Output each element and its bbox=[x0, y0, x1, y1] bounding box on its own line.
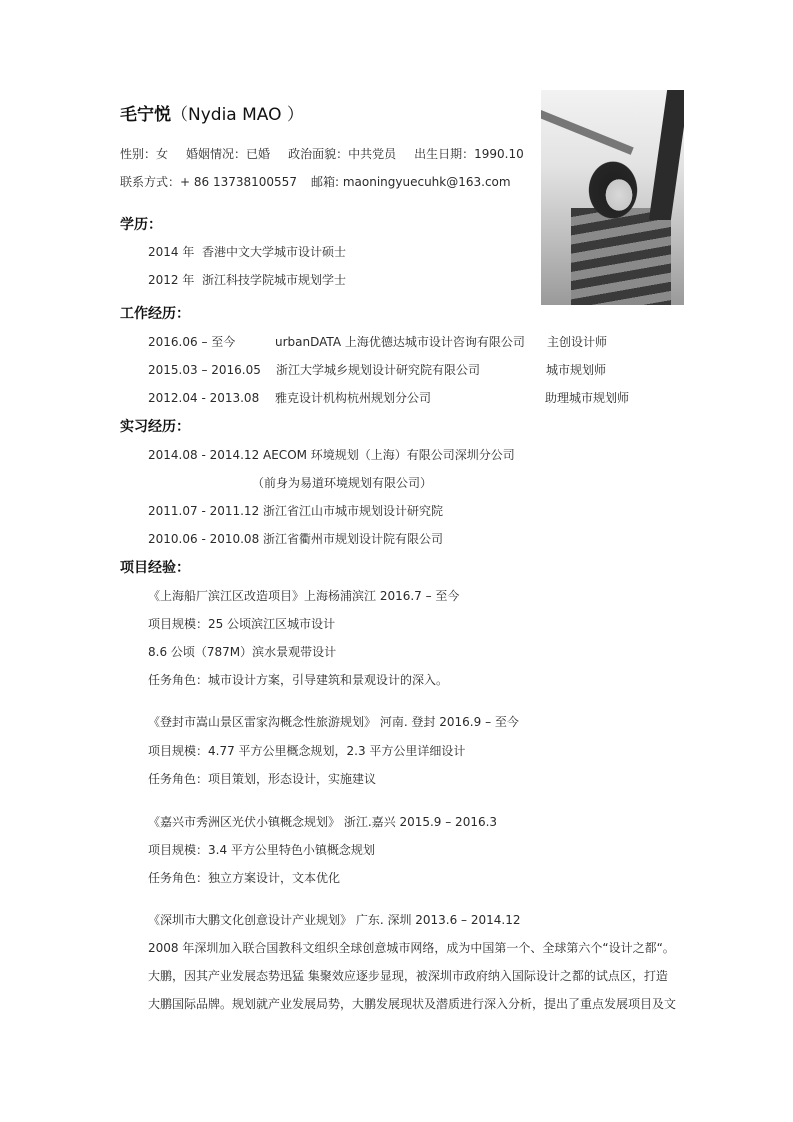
project-line: 2008 年深圳加入联合国教科文组织全球创意城市网络，成为中国第一个、全球第六个“设计之都“。 bbox=[148, 941, 675, 955]
photo-background-frame bbox=[649, 90, 684, 220]
internship-item: 2011.07 - 2011.12 浙江省江山市城市规划设计研究院 bbox=[148, 504, 444, 518]
work-role: 助理城市规划师 bbox=[545, 391, 630, 405]
political-label: 政治面貌： bbox=[288, 147, 349, 161]
phone-number: + 86 13738100557 bbox=[180, 175, 297, 189]
project-line: 任务角色：项目策划，形态设计，实施建议 bbox=[148, 772, 377, 786]
project-line: 任务角色：城市设计方案，引导建筑和景观设计的深入。 bbox=[148, 673, 449, 687]
project-line: 任务角色：独立方案设计，文本优化 bbox=[148, 871, 341, 885]
education-year: 2012 年 bbox=[148, 273, 195, 287]
section-title-projects: 项目经验： bbox=[120, 560, 190, 576]
project-line: 8.6 公顷（787M）滨水景观带设计 bbox=[148, 645, 337, 659]
education-desc: 香港中文大学城市设计硕士 bbox=[202, 245, 347, 259]
internship-item: 2010.06 - 2010.08 浙江省衢州市规划设计院有限公司 bbox=[148, 532, 444, 546]
project-line: 项目规模：4.77 平方公里概念规划，2.3 平方公里详细设计 bbox=[148, 744, 466, 758]
work-company: 浙江大学城乡规划设计研究院有限公司 bbox=[276, 363, 481, 377]
section-title-work: 工作经历： bbox=[120, 306, 190, 322]
section-title-internship: 实习经历： bbox=[120, 419, 190, 435]
phone-label: 联系方式： bbox=[120, 175, 181, 189]
personal-info-line bbox=[120, 146, 524, 162]
marital-value: 已婚 bbox=[246, 147, 271, 161]
portrait-photo bbox=[541, 90, 684, 305]
photo-background-roof bbox=[541, 110, 634, 155]
name-english: （Nydia MAO ） bbox=[171, 105, 304, 125]
work-company: 雅克设计机构杭州规划分公司 bbox=[275, 391, 432, 405]
work-company: urbanDATA 上海优德达城市设计咨询有限公司 bbox=[275, 335, 525, 349]
project-title: 《嘉兴市秀洲区光伏小镇概念规划》 浙江.嘉兴 2015.9 – 2016.3 bbox=[148, 815, 498, 829]
birth-value: 1990.10 bbox=[474, 147, 524, 161]
gender-label: 性别： bbox=[120, 147, 157, 161]
political-value: 中共党员 bbox=[348, 147, 397, 161]
education-item bbox=[148, 272, 346, 288]
marital-label: 婚姻情况： bbox=[186, 147, 247, 161]
project-title: 《登封市嵩山景区雷家沟概念性旅游规划》 河南. 登封 2016.9 – 至今 bbox=[148, 715, 519, 729]
work-period: 2012.04 - 2013.08 bbox=[148, 391, 260, 405]
section-title-education: 学历： bbox=[120, 217, 162, 233]
education-year: 2014 年 bbox=[148, 245, 195, 259]
project-line: 大鹏国际品牌。规划就产业发展局势，大鹏发展现状及潜质进行深入分析，提出了重点发展项目及文 bbox=[148, 997, 677, 1011]
birth-label: 出生日期： bbox=[414, 147, 475, 161]
project-title: 《深圳市大鹏文化创意设计产业规划》 广东. 深圳 2013.6 – 2014.12 bbox=[148, 913, 521, 927]
project-line: 大鹏，因其产业发展态势迅猛 集聚效应逐步显现，被深圳市政府纳入国际设计之都的试点区，打造 bbox=[148, 969, 668, 983]
education-desc: 浙江科技学院城市规划学士 bbox=[202, 273, 347, 287]
internship-note: （前身为易道环境规划有限公司） bbox=[252, 476, 433, 490]
project-line: 项目规模：25 公顷滨江区城市设计 bbox=[148, 617, 336, 631]
contact-line bbox=[120, 174, 511, 190]
internship-item: 2014.08 - 2014.12 AECOM 环境规划（上海）有限公司深圳分公司 bbox=[148, 448, 515, 462]
work-role: 城市规划师 bbox=[546, 363, 607, 377]
email-address[interactable]: maoningyuecuhk@163.com bbox=[342, 175, 511, 189]
gender-value: 女 bbox=[156, 147, 169, 161]
work-period: 2016.06 – 至今 bbox=[148, 335, 236, 349]
project-title: 《上海船厂滨江区改造项目》上海杨浦滨江 2016.7 – 至今 bbox=[148, 589, 460, 603]
education-item bbox=[148, 244, 346, 260]
project-line: 项目规模：3.4 平方公里特色小镇概念规划 bbox=[148, 843, 375, 857]
candidate-name bbox=[120, 100, 304, 125]
work-period: 2015.03 – 2016.05 bbox=[148, 363, 261, 377]
email-label: 邮箱: bbox=[310, 175, 339, 189]
name-chinese: 毛宁悦 bbox=[120, 105, 171, 125]
work-role: 主创设计师 bbox=[547, 335, 608, 349]
